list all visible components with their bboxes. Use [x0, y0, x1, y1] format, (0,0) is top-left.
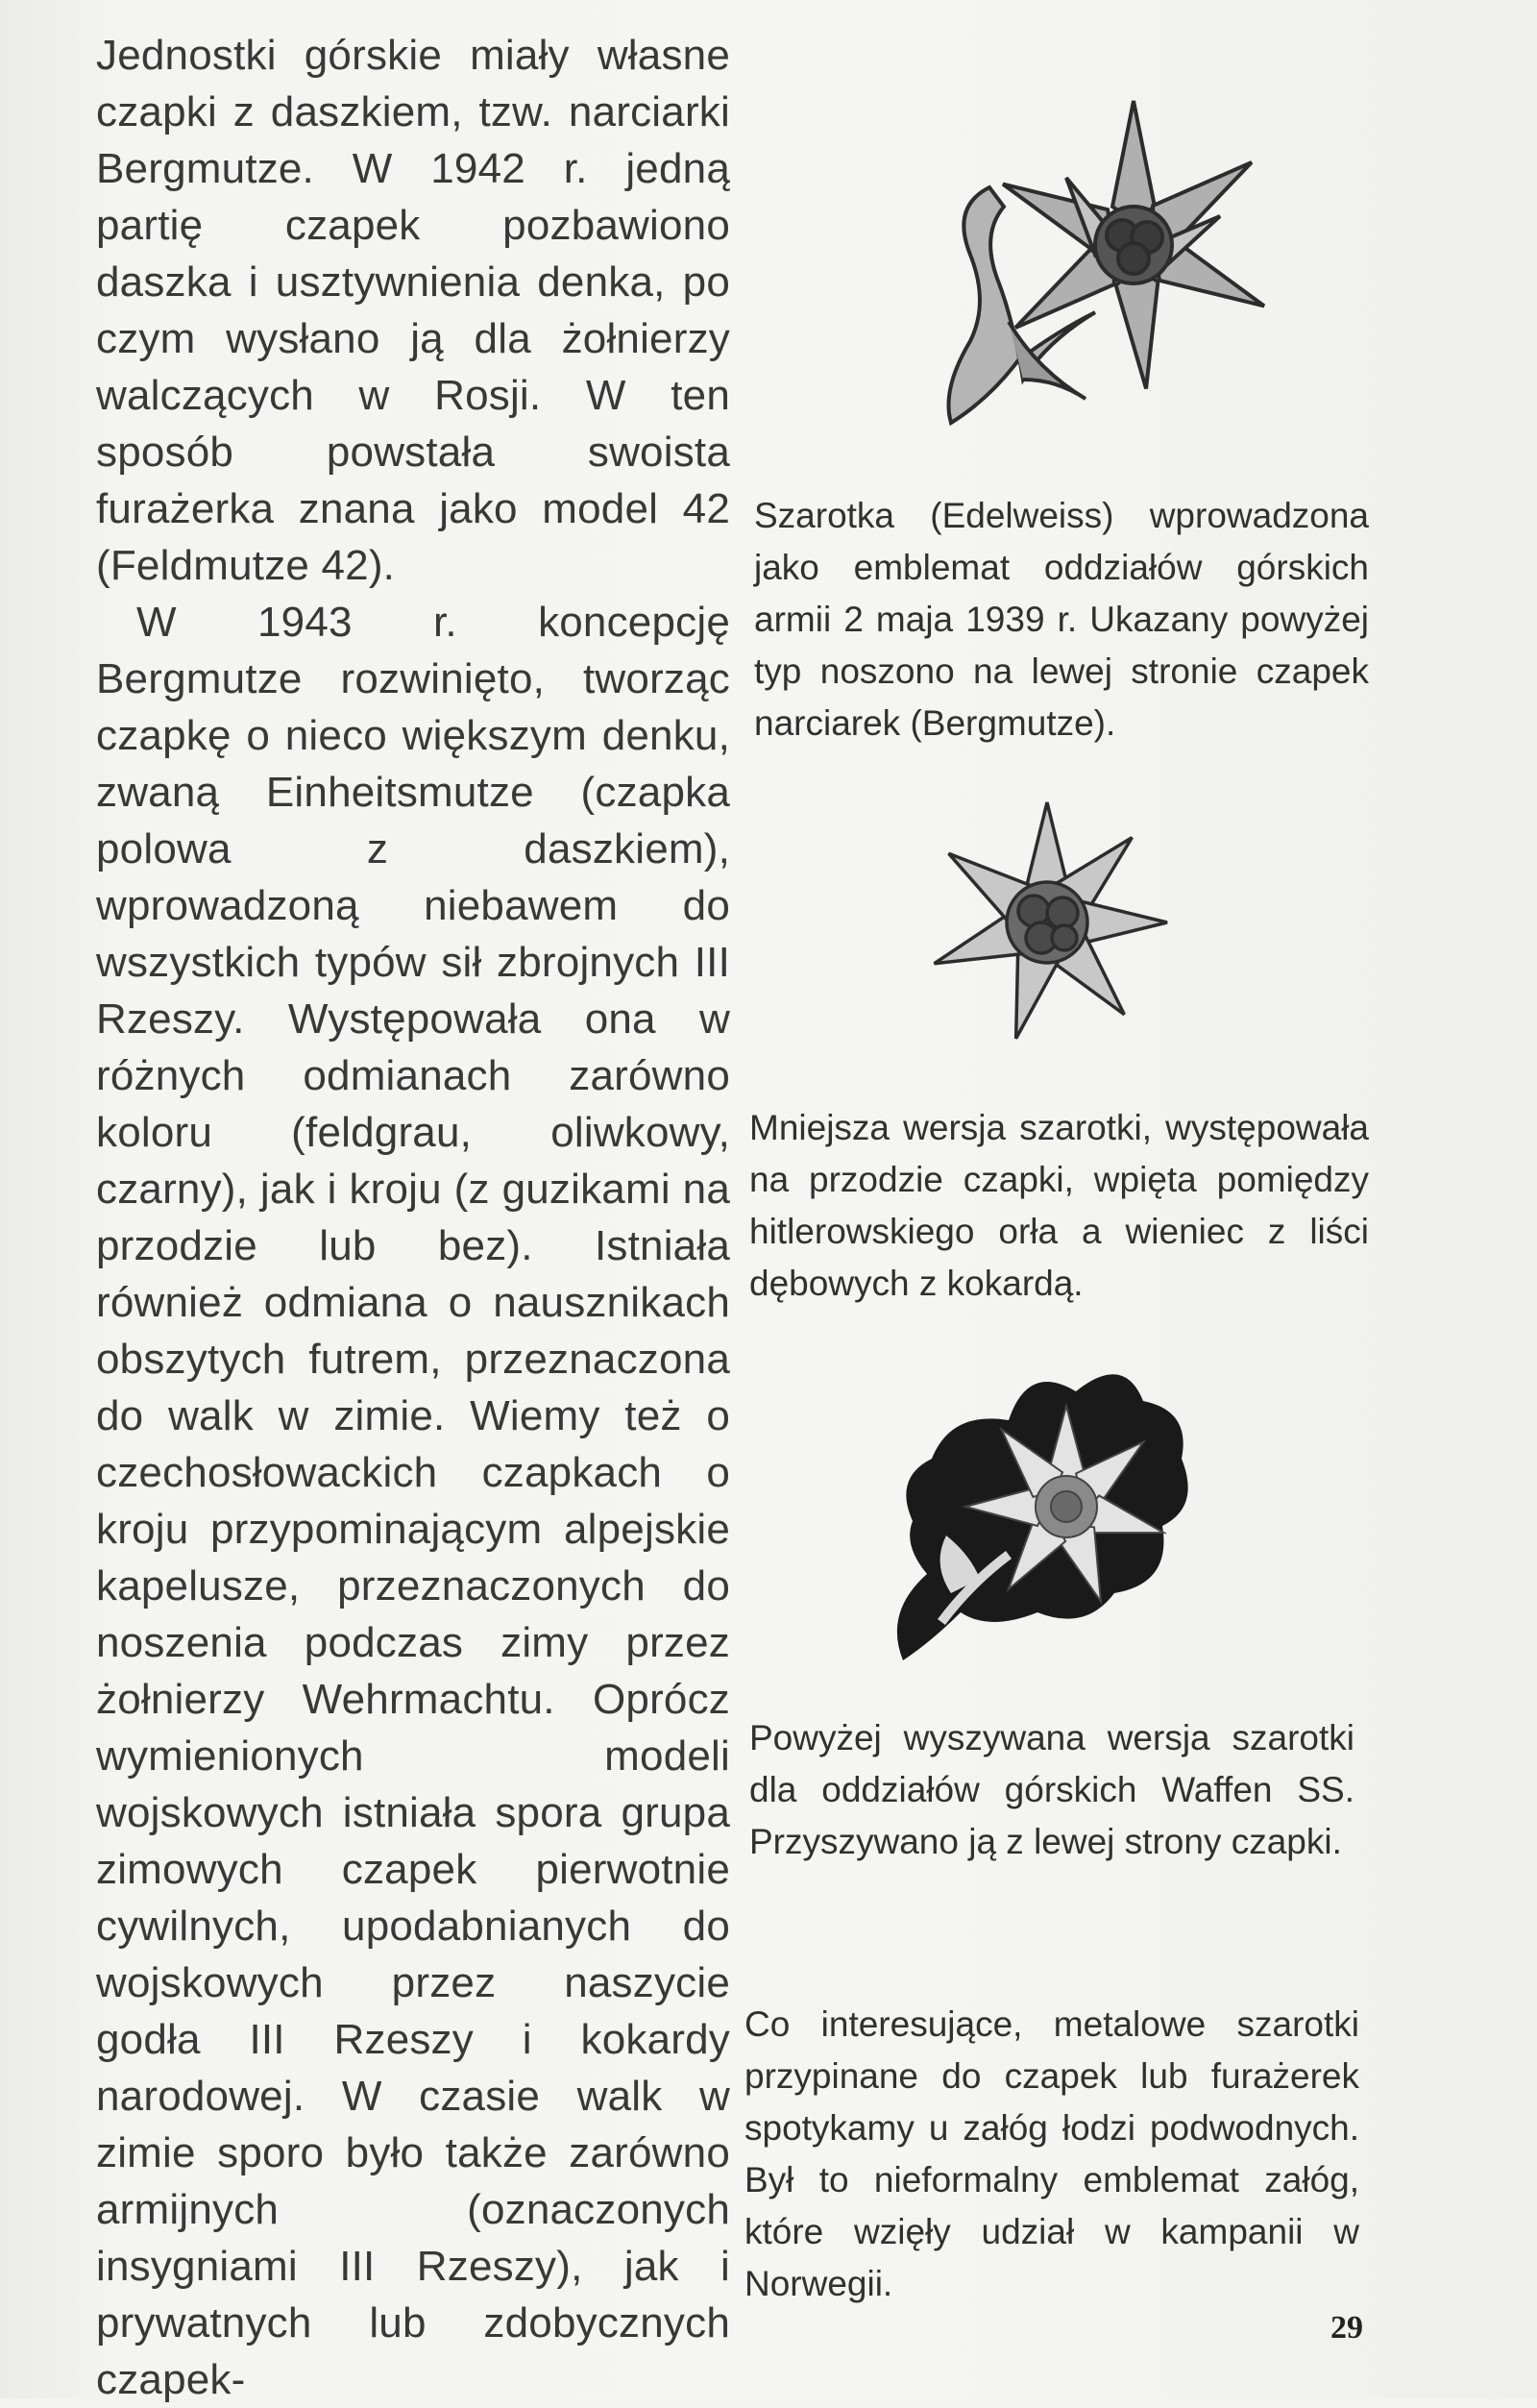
main-paragraph-1: Jednostki górskie miały własne czapki z daszkiem, tzw. narciarki Bergmutze. W 1942 r. jedną partię czapek pozbawiono daszka i usztywnienia denka, po czym wysłano ją dla żołnierzy walczących w Rosji. W ten sposób powstała swoista furażerka znana jako model 42 (Feldmutze 42). — [96, 32, 730, 589]
caption-3: Powyżej wyszywana wersja szarotki dla oddziałów górskich Waffen SS. Przyszywano ją z lewej strony czapki. — [749, 1718, 1354, 1861]
edelweiss-with-stem-icon — [932, 91, 1287, 447]
main-text-column — [96, 27, 730, 2408]
caption-1: Szarotka (Edelweiss) wprowadzona jako emblemat oddziałów górskich armii 2 maja 1939 r. Ukazany powyżej typ noszono na lewej stronie czapek narciarek (Bergmutze). — [754, 496, 1369, 743]
page-number: 29 — [1330, 2310, 1363, 2346]
caption-2: Mniejsza wersja szarotki, występowała na przodzie czapki, wpięta pomiędzy hitlerowskiego orła a wieniec z liści dębowych z kokardą. — [749, 1108, 1369, 1303]
main-paragraph-2: W 1943 r. koncepcję Bergmutze rozwinięto, tworząc czapkę o nieco większym denku, zwaną Einheitsmutze (czapka polowa z daszkiem), wprowadzoną niebawem do wszystkich typów sił zbrojnych III Rzeszy. Występowała ona w różnych odmianach zarówno koloru (feldgrau, oliwkowy, czarny), jak i kroju (z guzikami na przodzie lub bez). Istniała również odmiana o nausznikach obszytych futrem, przeznaczona do walk w zimie. Wiemy też o czechosłowackich czapkach o kroju przypominającym alpejskie kapelusze, przeznaczonych do noszenia podczas zimy przez żołnierzy Wehrmachtu. Oprócz wymienionych modeli wojskowych istniała spora grupa zimowych czapek pierwotnie cywilnych, upodabnianych do wojskowych przez naszycie godła III Rzeszy i kokardy narodowej. W czasie walk w zimie sporo było także zarówno armijnych (oznaczonych insygniami III Rzeszy), jak i prywatnych lub zdobycznych czapek- — [96, 599, 730, 2403]
edelweiss-embroidered-icon — [874, 1353, 1201, 1680]
caption-4: Co interesujące, metalowe szarotki przypinane do czapek lub furażerek spotykamy u załóg łodzi podwodnych. Był to nieformalny emblemat załóg, które wzięły udział w kampanii w Norwegii. — [744, 2004, 1359, 2303]
edelweiss-small-icon — [908, 798, 1186, 1057]
